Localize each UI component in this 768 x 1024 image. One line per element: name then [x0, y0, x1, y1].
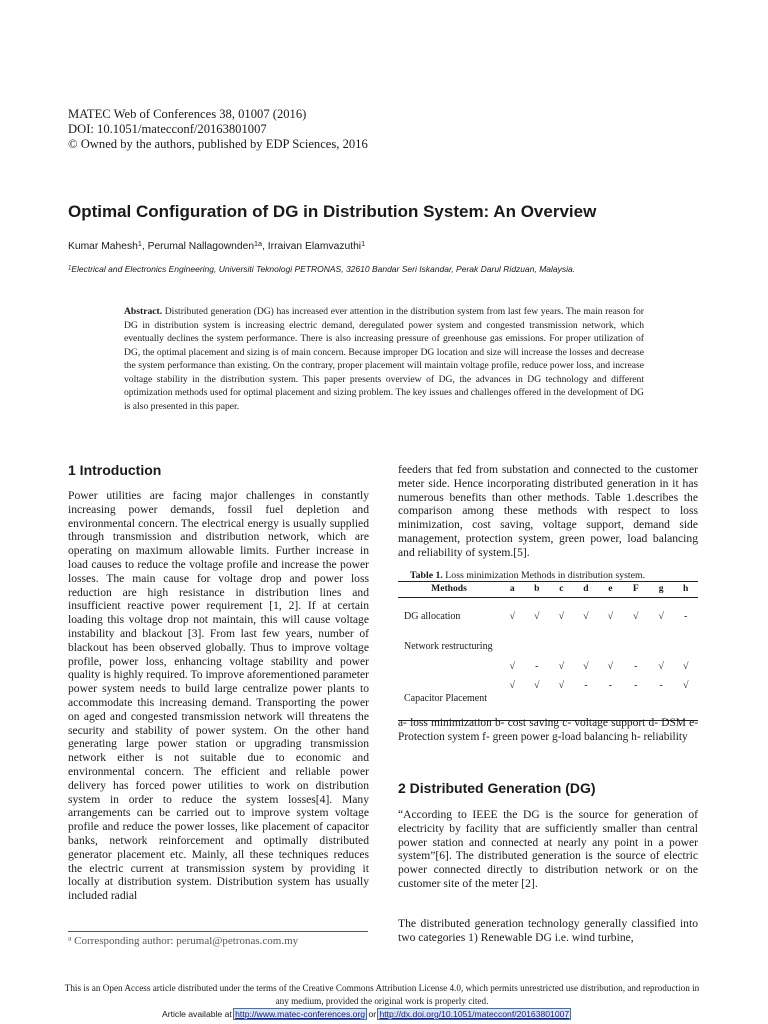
- availability-line: [162, 1009, 570, 1019]
- abstract-label: Abstract.: [124, 306, 163, 317]
- table-cell: -: [649, 676, 674, 721]
- table-cell: -: [634, 661, 638, 672]
- table-cell: √: [633, 610, 639, 622]
- table-header-cell: a: [500, 582, 525, 598]
- table-row: [398, 676, 698, 721]
- table-cell: √: [558, 661, 565, 672]
- table-cell: -: [535, 661, 539, 672]
- author-list: Kumar Mahesh$^1$, Perumal Nallagownden$^{1a}$, Irraivan Elamvazuthi$^1$: [68, 238, 366, 252]
- intro-continuation-paragraph: feeders that fed from substation and connected to the customer meter side. Hence incorporating distributed generation in it has numerous benefits than other methods. Table 1.describes the comparison among these methods with respect to loss minimization, cost saving, voltage support, demand side management, protection system, green power, load balancing and reliability of system.[5].: [398, 463, 698, 559]
- doi-link[interactable]: http://dx.doi.org/10.1051/matecconf/20163801007: [379, 1009, 570, 1019]
- footnote-divider: [68, 931, 368, 932]
- table-cell: √: [607, 661, 614, 672]
- table-row: [398, 634, 698, 676]
- table-header-cell: Methods: [398, 582, 500, 598]
- section-heading-introduction: 1 Introduction: [68, 462, 162, 478]
- availability-prefix: Article available at: [162, 1009, 235, 1019]
- author-affil-mark: 1: [137, 238, 142, 248]
- abstract-text: Distributed generation (DG) has increased ever attention in the distribution system from last few years. The main reason for DG in distribution system is increasing electric demand, deregulated power system and congested transmission network, which eventually declines the system performance. There is also increasing pressure of greenhouse gas emissions. For proper utilization of DG, the optimal placement and sizing is of main concern. Because improper DG location and size will increase the losses and decrease the system performance than existing. On the contrary, proper placement will maintain voltage profile, reduce power loss, and increase voltage stability in the distribution system. This paper presents overview of DG, the advances in DG technology and different optimization methods used for optimal placement and sizing problem. The key issues and challenges offered in the development of DG is also presented in this paper.: [124, 306, 645, 412]
- author-name: Perumal Nallagownden: [147, 241, 255, 252]
- table-legend: a- loss minimization b- cost saving c- voltage support d- DSM e-Protection system f- green power g-load balancing h- reliability: [398, 717, 698, 743]
- right-column-intro: [398, 463, 698, 560]
- table-header-cell: e: [598, 582, 623, 598]
- table-cell: -: [684, 610, 688, 622]
- author-affil-mark: 1: [361, 238, 366, 248]
- table-cell: -: [598, 676, 623, 721]
- loss-minimization-table: [398, 581, 698, 721]
- footnote-mark: a: [68, 933, 72, 943]
- abstract: [124, 305, 644, 413]
- section2-body: [398, 808, 698, 891]
- table-cell: √: [583, 661, 589, 672]
- table-cell: √: [583, 610, 589, 622]
- table-caption: [410, 570, 645, 581]
- doi-line: DOI: 10.1051/matecconf/20163801007: [68, 122, 267, 136]
- table-header-cell: d: [574, 582, 599, 598]
- table-cell: √: [534, 610, 540, 622]
- table-cell: √: [558, 610, 565, 622]
- copyright-line: © Owned by the authors, published by EDP Sciences, 2016: [68, 137, 368, 151]
- author-affil-mark: 1a: [254, 238, 263, 248]
- affiliation-text: Electrical and Electronics Engineering, Universiti Teknologi PETRONAS, 32610 Bandar Seri Iskandar, Perak Darul Ridzuan, Malaysia.: [71, 264, 576, 274]
- table-cell: √: [658, 610, 664, 622]
- table-caption-text: Loss minimization Methods in distribution system.: [442, 570, 646, 581]
- table-method-cell: Network restructuring: [404, 641, 493, 652]
- introduction-paragraph: Power utilities are facing major challenges in constantly increasing power demands, fossil fuel depletion and environmental concern. The electrical energy is usually supplied through transmission and distribution network, which are operating on maximum allowable limits. Further increase in load causes to reduce the voltage profile and increase the power losses. The main cause for voltage drop and power loss reduction are high resistance in distribution lines and insufficient reactive power requirement [1, 2]. If at certain loading this voltage drop not maintain, this will cause voltage instability and blackout [3]. From last few years, number of blackout has been observed globally. Thus to improve voltage profile, power loss, enhancing voltage stability and power quality is highly required. To improve aforementioned parameter power system needs to build large centralize power plants to accommodate this increasing demand. Transporting the power on aged and congested transmission network will threatens the security and stability of power system. On the other hand generating large power station or upgrading transmission network either is not suitable due to economic and environmental concern. The efficient and reliable power delivery has forced power utilities to work on distribution system in order to reduce the system losses[4]. Many arrangements can be carried out to improve system voltage profile and reduce the power losses, like placement of capacitor banks, network reinforcement and optimally distributed generator placement etc. Mainly, all these techniques reduces the electric current at transmission system by providing it locally at distribution system. Distribution system has usually included radial: [68, 489, 369, 903]
- table-cell: √: [658, 661, 664, 672]
- section-heading-distributed-generation: 2 Distributed Generation (DG): [398, 780, 596, 796]
- table-cell: √: [549, 676, 574, 721]
- table-cell: √: [673, 676, 698, 721]
- author-name: Kumar Mahesh: [68, 241, 138, 252]
- table-method-cell: DG allocation: [404, 610, 461, 622]
- corresponding-author-footnote: [68, 935, 298, 947]
- matec-website-link[interactable]: http://www.matec-conferences.org: [235, 1009, 366, 1019]
- license-notice: This is an Open Access article distributed under the terms of the Creative Commons Attribution License 4.0, which permits unrestricted use distribution, and reproduction in any medium, provided the original work is properly cited.: [64, 983, 700, 1006]
- table-cell: √: [500, 676, 525, 721]
- paper-title: Optimal Configuration of DG in Distribution System: An Overview: [68, 202, 597, 221]
- table-header-cell: h: [673, 582, 698, 598]
- table-caption-label: Table 1.: [410, 570, 443, 581]
- table-cell: √: [509, 610, 516, 622]
- introduction-body: [68, 489, 369, 903]
- table-row: [398, 598, 698, 635]
- section2-body-continued: [398, 917, 698, 945]
- availability-separator: or: [366, 1009, 379, 1019]
- journal-header: [68, 107, 368, 152]
- table-cell: -: [623, 676, 649, 721]
- table-cell: -: [574, 676, 599, 721]
- table-cell: √: [682, 661, 689, 672]
- table-cell: √: [525, 676, 550, 721]
- table-header-row: [398, 582, 698, 598]
- affiliation: [68, 264, 575, 274]
- section2-paragraph: The distributed generation technology generally classified into two categories 1) Renewable DG i.e. wind turbine,: [398, 917, 698, 944]
- table-header-cell: b: [525, 582, 550, 598]
- journal-citation: MATEC Web of Conferences 38, 01007 (2016): [68, 107, 307, 121]
- table-cell: √: [509, 661, 516, 672]
- footnote-text: Corresponding author: perumal@petronas.com.my: [71, 935, 299, 947]
- affiliation-mark: 1: [68, 265, 72, 272]
- table-header-cell: F: [623, 582, 649, 598]
- table-header-cell: g: [649, 582, 674, 598]
- author-name: Irraivan Elamvazuthi: [267, 241, 362, 252]
- table-method-cell: Capacitor Placement: [398, 676, 500, 721]
- section2-paragraph: “According to IEEE the DG is the source for generation of electricity by facility that are sufficiently smaller than central power station and connected at nearly any point in a power system”[6]. The distributed generation is the source of electric power connected directly to distribution network or on the customer site of the meter [2].: [398, 808, 698, 890]
- table-cell: √: [607, 610, 614, 622]
- table-header-cell: c: [549, 582, 574, 598]
